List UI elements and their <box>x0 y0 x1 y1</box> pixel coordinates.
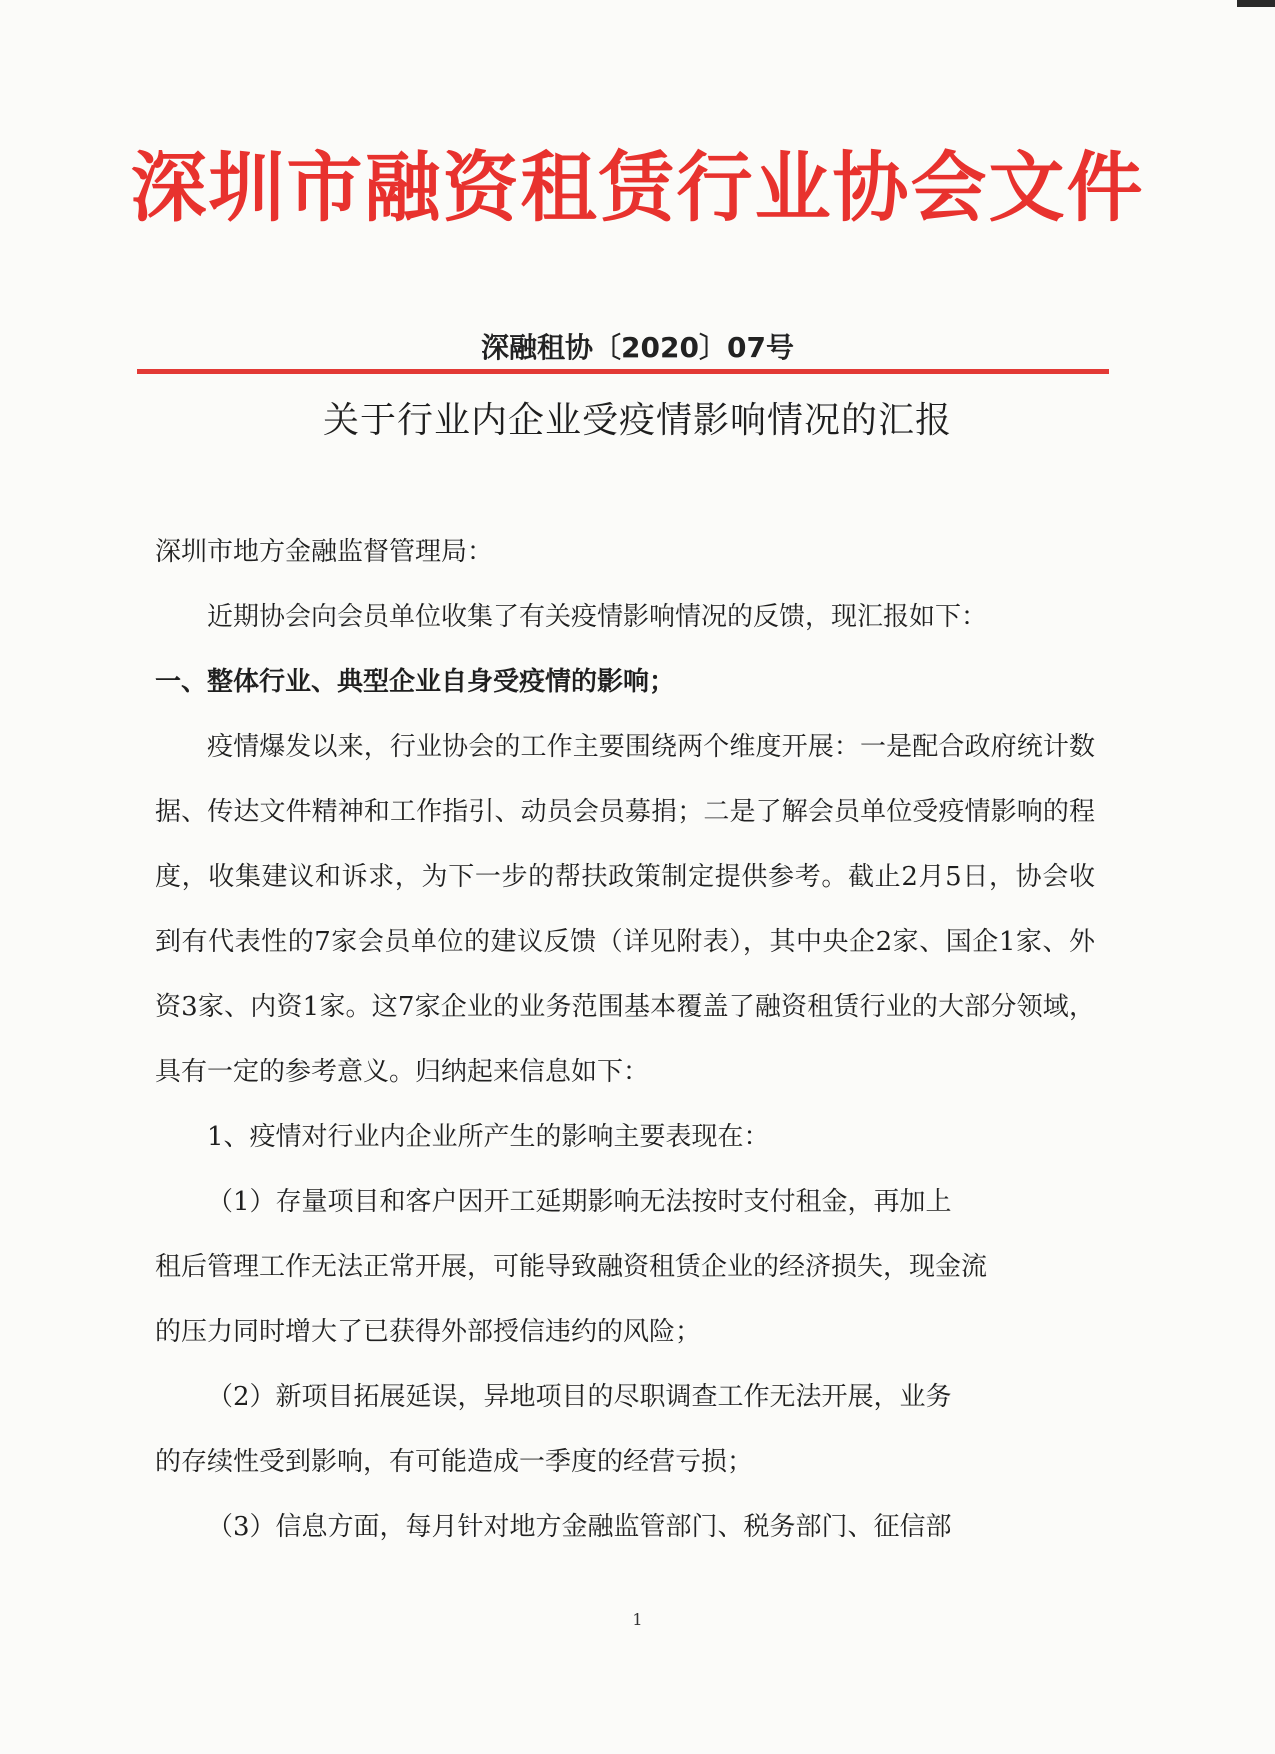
intro-paragraph: 近期协会向会员单位收集了有关疫情影响情况的反馈，现汇报如下： <box>207 602 988 632</box>
page-number: 1 <box>632 1610 643 1629</box>
item-3-line-1: （3）信息方面，每月针对地方金融监管部门、税务部门、征信部 <box>207 1512 952 1542</box>
item-1-line-2: 租后管理工作无法正常开展，可能导致融资租赁企业的经济损失，现金流 <box>155 1252 988 1282</box>
document-number: 深融租协〔2020〕07号 <box>481 331 794 364</box>
scan-edge-mark <box>1237 0 1275 7</box>
item-2-line-2: 的存续性受到影响，有可能造成一季度的经营亏损； <box>155 1447 754 1477</box>
recipient-line: 深圳市地方金融监督管理局： <box>155 537 494 567</box>
red-divider-rule <box>137 369 1109 374</box>
item-1-line-3: 的压力同时增大了已获得外部授信违约的风险； <box>155 1317 702 1347</box>
section-heading-1: 一、整体行业、典型企业自身受疫情的影响； <box>155 667 676 697</box>
document-body <box>155 520 1095 1560</box>
paragraph-1: 疫情爆发以来，行业协会的工作主要围绕两个维度开展：一是配合政府统计数据、传达文件精神和工作指引、动员会员募捐；二是了解会员单位受疫情影响的程度，收集建议和诉求，为下一步的帮扶政策制定提供参考。截止2月5日，协会收到有代表性的7家会员单位的建议反馈（详见附表），其中央企2家、国企1家、外资3家、内资1家。这7家企业的业务范围基本覆盖了融资租赁行业的大部分领域，具有一定的参考意义。归纳起来信息如下： <box>155 732 1095 1087</box>
org-header-title: 深圳市融资租赁行业协会文件 <box>130 143 1145 232</box>
item-1-line-1: （1）存量项目和客户因开工延期影响无法按时支付租金，再加上 <box>207 1187 952 1217</box>
report-title: 关于行业内企业受疫情影响情况的汇报 <box>322 400 952 441</box>
subheading-1: 1、疫情对行业内企业所产生的影响主要表现在： <box>207 1122 770 1152</box>
item-2-line-1: （2）新项目拓展延误，异地项目的尽职调查工作无法开展，业务 <box>207 1382 952 1412</box>
